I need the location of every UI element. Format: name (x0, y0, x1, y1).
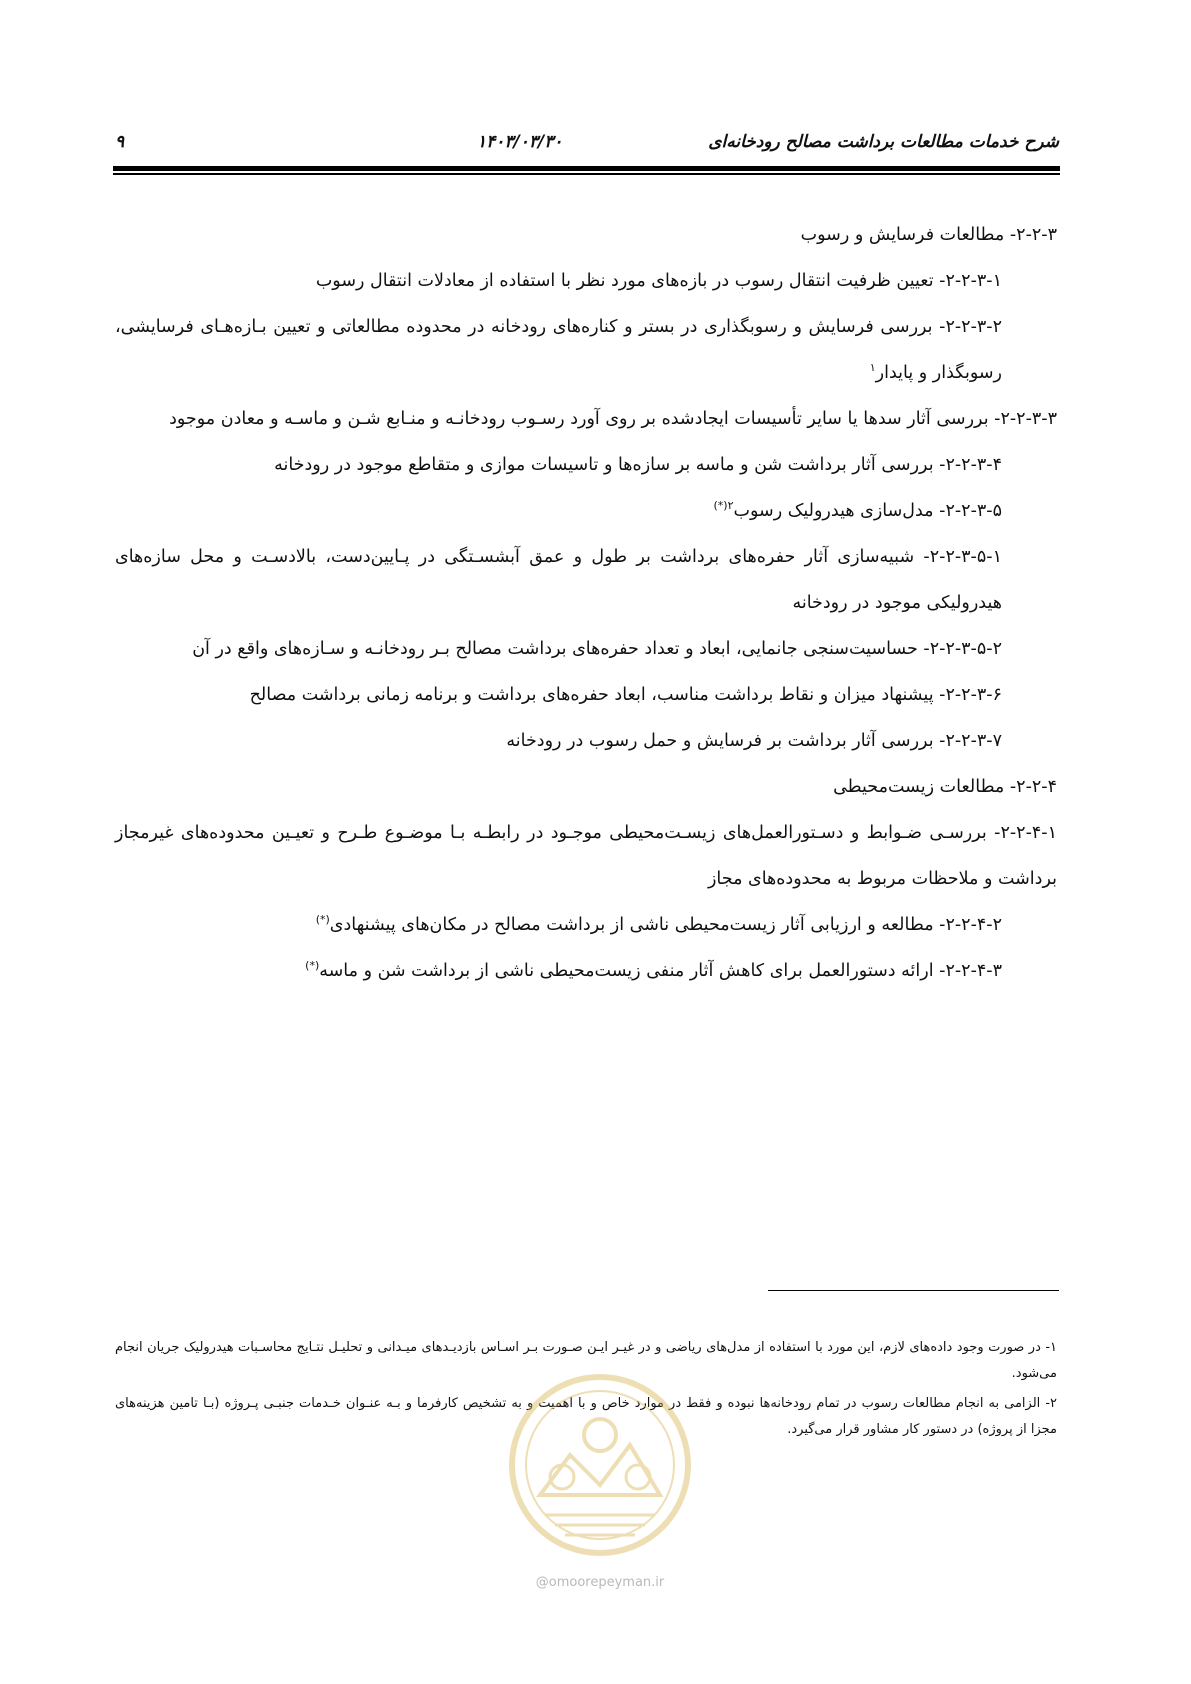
list-item (115, 442, 1057, 488)
footnote-ref: (*) (305, 959, 320, 973)
header-title: شرح خدمات مطالعات برداشت مصالح رودخانه‌ای (708, 132, 1059, 152)
footnote-ref: (*) (315, 913, 330, 927)
section-text: ۲-۲-۳-۶- پیشنهاد میزان و نقاط برداشت مناسب، ابعاد حفره‌های برداشت و برنامه زمانی برداشت مصالح (249, 685, 1002, 705)
section-text: ۲-۲-۳-۵- مدل‌سازی هیدرولیک رسوب (733, 501, 1002, 521)
footnote-ref: ۲(*) (713, 499, 734, 513)
section-text: ۲-۲-۳-۲- بررسی فرسایش و رسوبگذاری در بستر و کناره‌های رودخانه در محدوده مطالعاتی و تعیین بـازه‌هـای فرسایشی، رسوبگذار و پایدار (115, 317, 1002, 383)
list-item (115, 396, 1057, 442)
watermark-url: @omoorepeyman.ir (535, 1575, 665, 1590)
footnote-2: ۲- الزامی به انجام مطالعات رسوب در تمام رودخانه‌ها نبوده و فقط در موارد خاص و با اهمیت و به تشخیص کارفرما و بـه عنـوان خـدمات جنبـی پـروژه (بـا تامین هزینه‌های مجزا از پروژه) در دستور کار مشاور قرار می‌گیرد. (115, 1396, 1057, 1437)
header-rule-thick (113, 166, 1060, 171)
section-heading-sediment (115, 212, 1057, 258)
footnote-rule (768, 1290, 1059, 1291)
page-number: ۹ (115, 132, 125, 152)
list-item (115, 718, 1057, 764)
list-item (115, 810, 1057, 902)
section-text: ۲-۲-۴-۲- مطالعه و ارزیابی آثار زیست‌محیطی ناشی از برداشت مصالح در مکان‌های پیشنهادی (329, 915, 1002, 935)
footnote-1: ۱- در صورت وجود داده‌های لازم، این مورد با استفاده از مدل‌های ریاضی و در غیـر ایـن صـورت بـر اسـاس بازدیـدهای میـدانی و تحلیـل نتـایج محاسـبات هیدرولیک جریان انجام می‌شود. (115, 1340, 1057, 1381)
section-text: ۲-۲-۳-۷- بررسی آثار برداشت بر فرسایش و حمل رسوب در رودخانه (506, 731, 1002, 751)
list-item (115, 304, 1057, 396)
header-rule-thin (113, 173, 1060, 175)
list-item (115, 948, 1057, 994)
footnote-ref: ۱ (869, 361, 876, 375)
list-item (115, 258, 1057, 304)
body-text (115, 212, 1057, 994)
header-date: ۱۴۰۳/۰۳/۳۰ (477, 132, 563, 152)
page-header (115, 128, 1059, 158)
list-item (115, 488, 1057, 534)
section-text: ۲-۲-۴-۳- ارائه دستورالعمل برای کاهش آثار منفی زیست‌محیطی ناشی از برداشت شن و ماسه (319, 961, 1002, 981)
section-text: ۲-۲-۳-۱- تعیین ظرفیت انتقال رسوب در بازه‌های مورد نظر با استفاده از معادلات انتقال رسوب (315, 271, 1002, 291)
section-heading-environment (115, 764, 1057, 810)
section-text: ۲-۲-۳- مطالعات فرسایش و رسوب (800, 225, 1057, 245)
list-item (115, 534, 1057, 626)
watermark-seal-icon (500, 1365, 700, 1565)
list-item (115, 902, 1057, 948)
list-item (115, 626, 1057, 672)
section-text: ۲-۲-۳-۴- بررسی آثار برداشت شن و ماسه بر سازه‌ها و تاسیسات موازی و متقاطع موجود در رودخانه (274, 455, 1002, 475)
list-item (115, 672, 1057, 718)
section-text: ۲-۲-۳-۵-۲- حساسیت‌سنجی جانمایی، ابعاد و تعداد حفره‌های برداشت مصالح بـر رودخانـه و سـازه‌های واقع در آن (192, 639, 1002, 659)
section-text: ۲-۲-۴-۱- بررسـی ضـوابط و دسـتورالعمل‌های زیسـت‌محیطی موجـود در رابطـه بـا موضـوع طـرح و تعیـین محدوده‌های غیرمجاز برداشت و ملاحظات مربوط به محدوده‌های مجاز (115, 823, 1057, 889)
section-text: ۲-۲-۳-۵-۱- شبیه‌سازی آثار حفره‌های برداشت بر طول و عمق آبشسـتگی در پـایین‌دست، بالادسـت و محل سازه‌های هیدرولیکی موجود در رودخانه (115, 547, 1002, 613)
section-text: ۲-۲-۳-۳- بررسی آثار سدها یا سایر تأسیسات ایجادشده بر روی آورد رسـوب رودخانـه و منـابع شـن و ماسـه و معادن موجود (169, 409, 1057, 429)
section-text: ۲-۲-۴- مطالعات زیست‌محیطی (833, 777, 1057, 797)
